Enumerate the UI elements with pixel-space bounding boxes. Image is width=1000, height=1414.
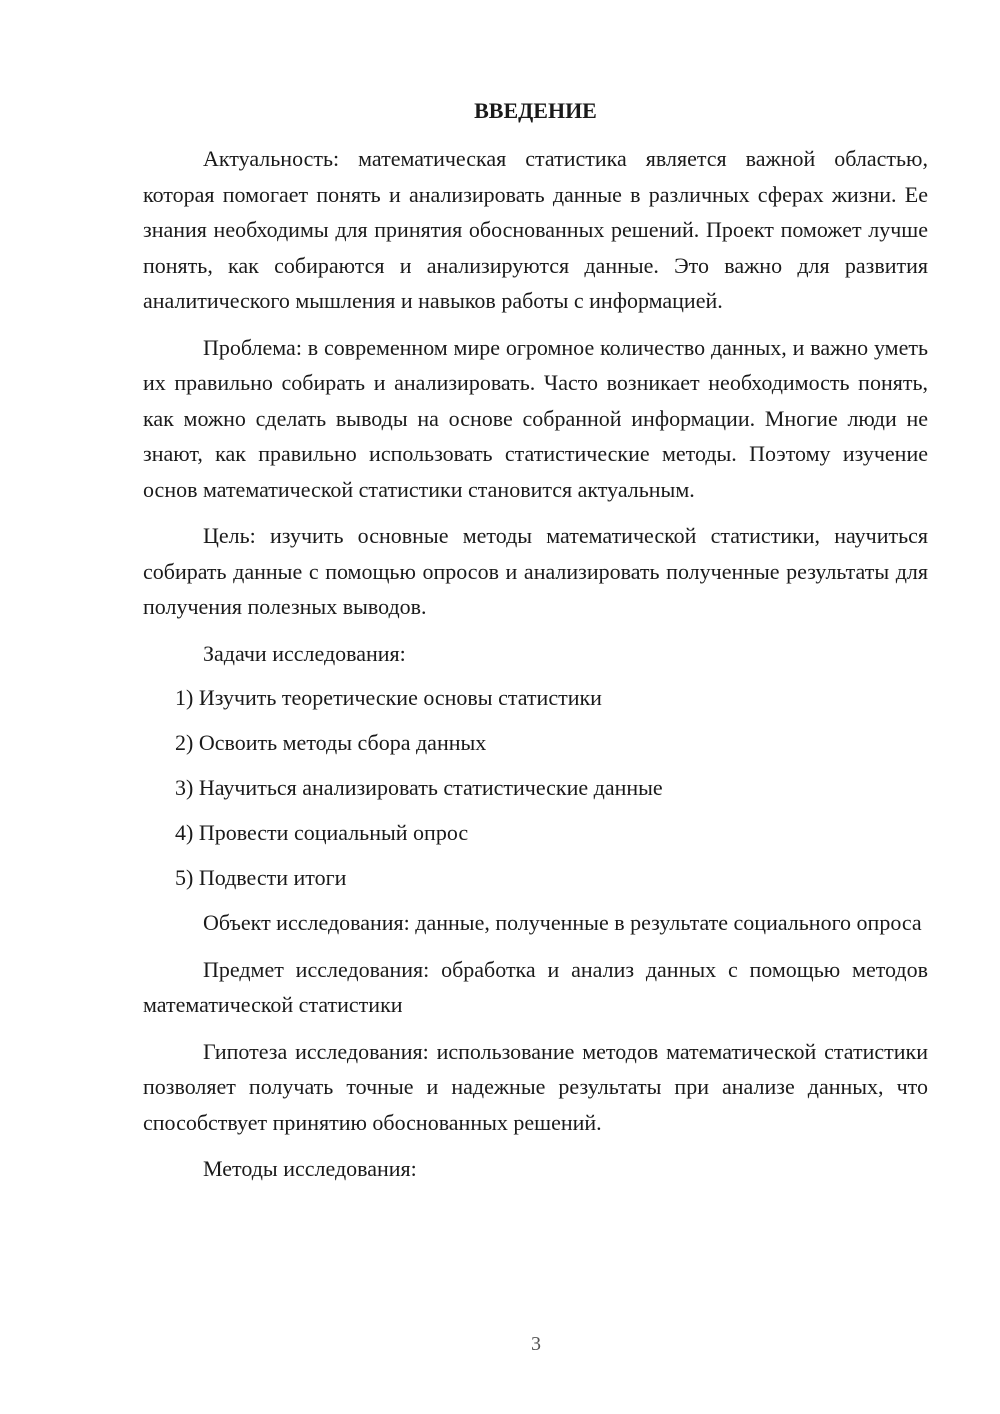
document-page <box>143 95 928 1196</box>
paragraph-hypothesis: Гипотеза исследования: использование методов математической статистики позволяет получать точные и надежные результаты при анализе данных, что способствует принятию обоснованных решений. <box>143 1038 928 1135</box>
list-item: 5) Подвести итоги <box>175 865 347 890</box>
tasks-list <box>143 680 928 896</box>
paragraph-problem: Проблема: в современном мире огромное количество данных, и важно уметь их правильно собирать и анализировать. Часто возникает необходимость понять, как можно сделать выводы на основе собранной информации. Многие люди не знают, как правильно использовать статистические методы. Поэтому изучение основ математической статистики становится актуальным. <box>143 334 928 502</box>
tasks-heading: Задачи исследования: <box>203 640 406 666</box>
section-title: ВВЕДЕНИЕ <box>474 98 597 123</box>
paragraph-relevance: Актуальность: математическая статистика является важной областью, которая помогает понять и анализировать данные в различных сферах жизни. Ее знания необходимы для принятия обоснованных решений. Проект поможет лучше понять, как собираются и анализируются данные. Это важно для развития аналитического мышления и навыков работы с информацией. <box>143 146 928 313</box>
paragraph-goal: Цель: изучить основные методы математической статистики, научиться собирать данные с помощью опросов и анализировать полученные результаты для получения полезных выводов. <box>143 523 928 619</box>
paragraph-object: Объект исследования: данные, полученные в результате социального опроса <box>203 910 922 935</box>
methods-heading: Методы исследования: <box>203 1156 417 1181</box>
list-item: 1) Изучить теоретические основы статистики <box>175 685 602 710</box>
list-item: 3) Научиться анализировать статистические данные <box>175 775 663 800</box>
list-item: 2) Освоить методы сбора данных <box>175 730 487 755</box>
list-item: 4) Провести социальный опрос <box>175 820 469 845</box>
page-number: 3 <box>531 1333 541 1355</box>
paragraph-subject: Предмет исследования: обработка и анализ данных с помощью методов математической статистики <box>143 956 928 1017</box>
